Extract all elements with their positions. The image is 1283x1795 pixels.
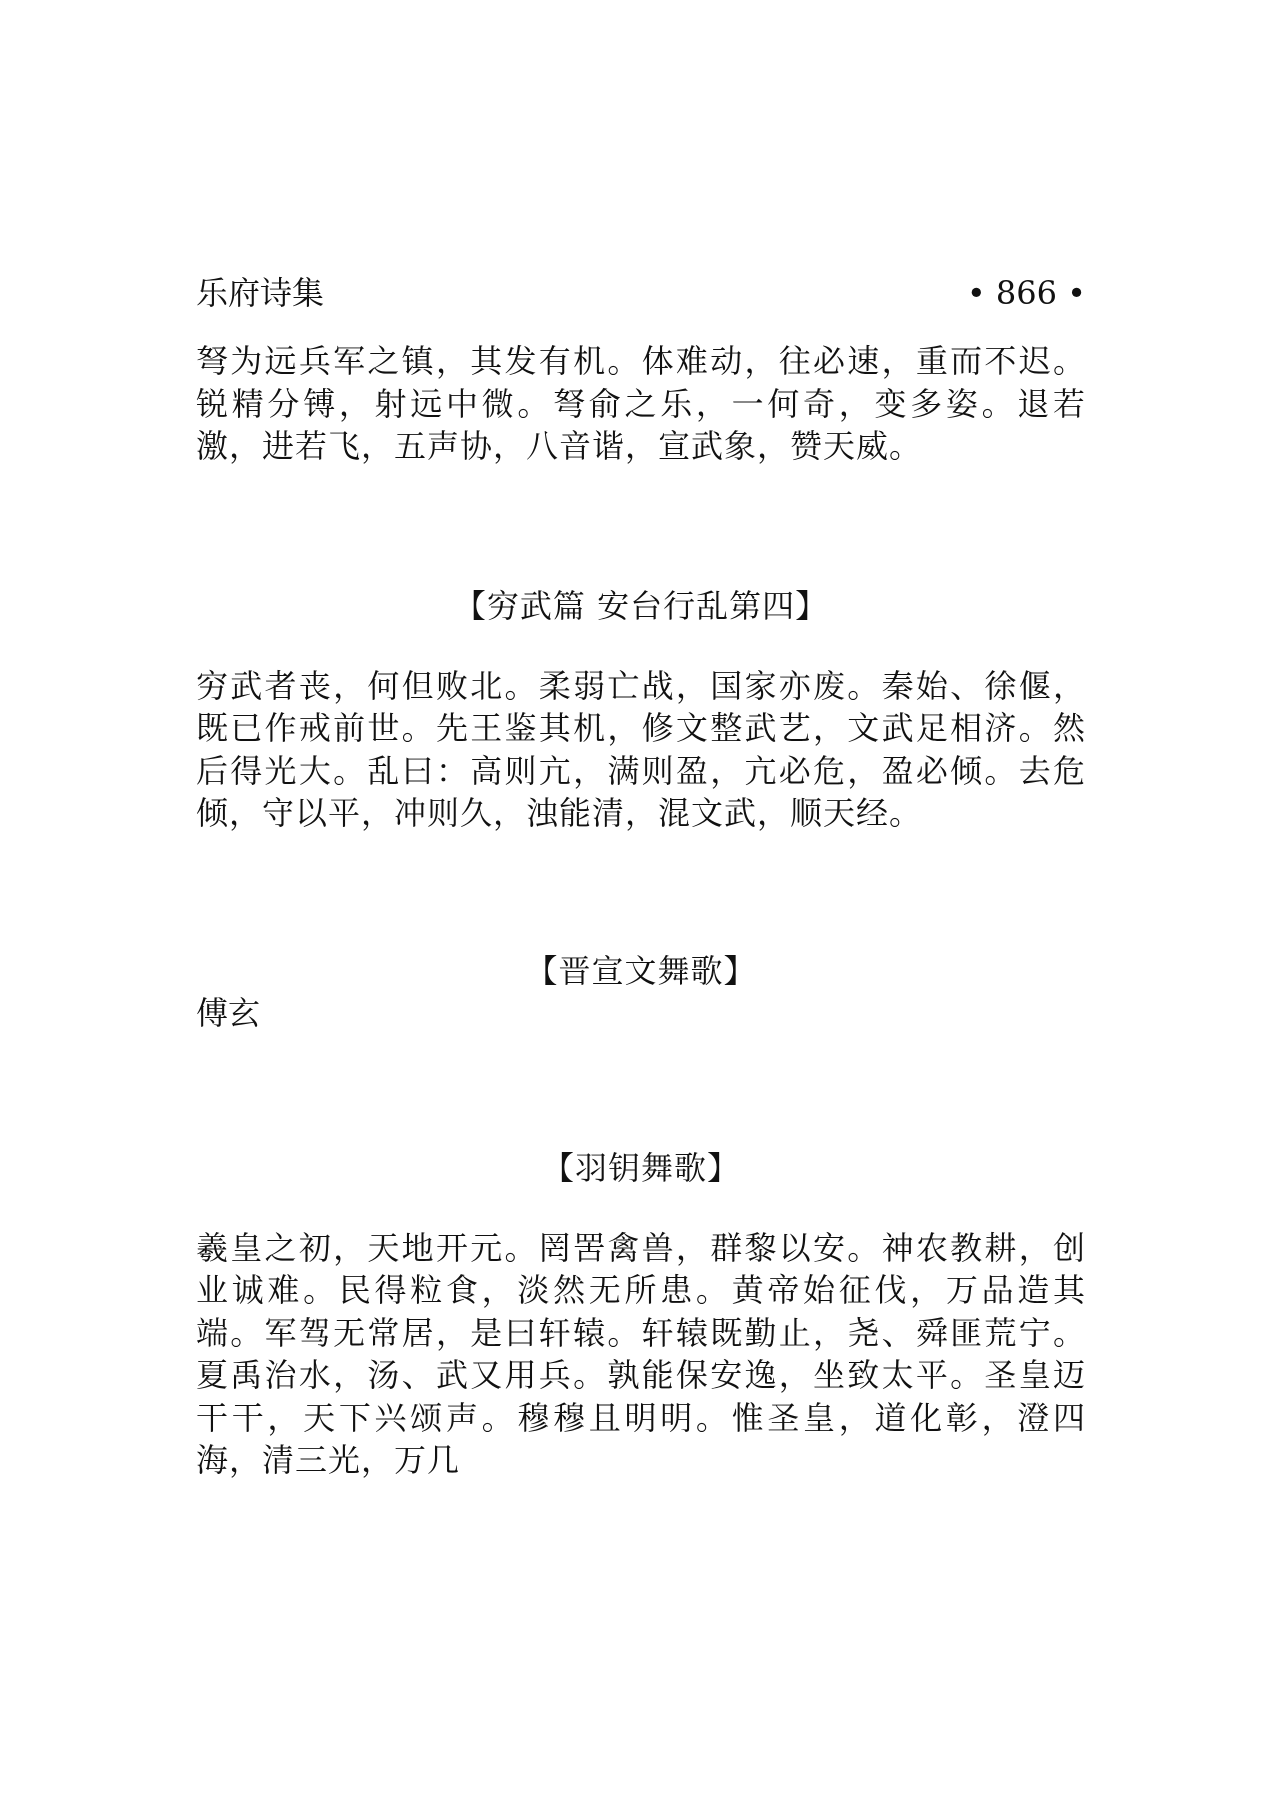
page — [196, 270, 1086, 1482]
page-header — [196, 270, 1086, 316]
section-title-jin-xuanwen: 【晋宣文舞歌】 — [525, 951, 757, 990]
section-title-qiongwu: 【穷武篇 安台行乱第四】 — [453, 586, 829, 625]
section-title-yuyue: 【羽钥舞歌】 — [541, 1148, 740, 1187]
paragraph-yuyue: 羲皇之初，天地开元。罔罟禽兽，群黎以安。神农教耕，创业诚难。民得粒食，淡然无所患。黄帝始征伐，万品造其端。军驾无常居，是曰轩辕。轩辕既勤止，尧、舜匪荒宁。夏禹治水，汤、武又用兵。孰能保安逸，坐致太平。圣皇迈干干，天下兴颂声。穆穆且明明。惟圣皇，道化彰，澄四海，清三光，万几 — [196, 1228, 1086, 1479]
author-name: 傅玄 — [196, 993, 261, 1032]
paragraph-nu-yu: 弩为远兵军之镇，其发有机。体难动，往必速，重而不迟。锐精分镈，射远中微。弩俞之乐，一何奇，变多姿。退若激，进若飞，五声协，八音谐，宣武象，赞天威。 — [196, 342, 1086, 465]
page-number: • 866 • — [966, 274, 1086, 312]
book-title: 乐府诗集 — [196, 274, 325, 312]
paragraph-qiongwu: 穷武者丧，何但败北。柔弱亡战，国家亦废。秦始、徐偃，既已作戒前世。先王鉴其机，修文整武艺，文武足相济。然后得光大。乱曰：高则亢，满则盈，亢必危，盈必倾。去危倾，守以平，冲则久，浊能清，混文武，顺天经。 — [196, 666, 1086, 832]
